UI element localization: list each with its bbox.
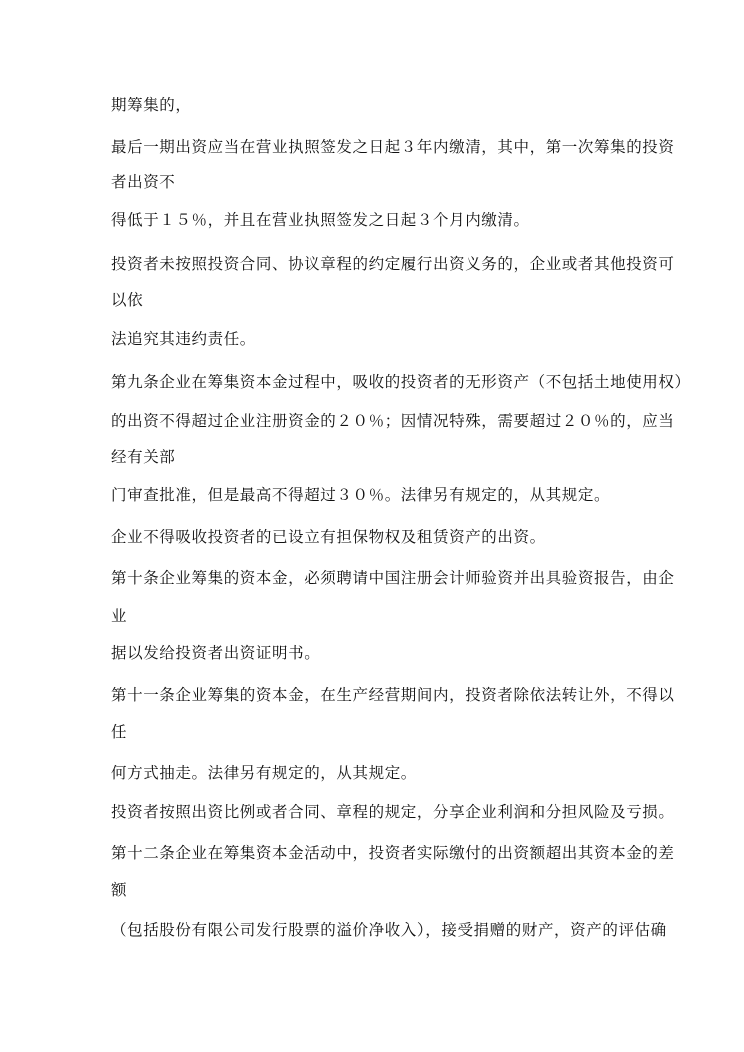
text-line: 企业不得吸收投资者的已设立有担保物权及租赁资产的出资。 [111,528,546,546]
text-line: 第九条企业在筹集资本金过程中，吸收的投资者的无形资产（不包括土地使用权） [111,373,691,391]
text-line: 第十二条企业在筹集资本金活动中，投资者实际缴付的出资额超出其资本金的差 [111,844,675,862]
text-line: 门审查批准，但是最高不得超过３０％。法律另有规定的，从其规定。 [111,486,611,504]
text-line: 的出资不得超过企业注册资金的２０％；因情况特殊，需要超过２０％的，应当 [111,412,675,430]
text-line: （包括股份有限公司发行股票的溢价净收入），接受捐赠的财产，资产的评估确 [111,921,667,939]
text-line: 何方式抽走。法律另有规定的，从其规定。 [111,764,417,782]
text-line: 最后一期出资应当在营业执照签发之日起３年内缴清，其中，第一次筹集的投资 [111,138,675,156]
text-line: 者出资不 [111,173,176,191]
text-line: 业 [111,607,128,625]
text-line: 任 [111,723,128,741]
text-line: 第十一条企业筹集的资本金，在生产经营期间内，投资者除依法转让外，不得以 [111,686,675,704]
text-line: 额 [111,881,128,899]
text-line: 投资者未按照投资合同、协议章程的约定履行出资义务的，企业或者其他投资可 [111,255,675,273]
text-line: 得低于１５％，并且在营业执照签发之日起３个月内缴清。 [111,211,530,229]
text-line: 据以发给投资者出资证明书。 [111,644,321,662]
text-line: 期筹集的， [111,96,192,114]
text-line: 以依 [111,291,144,309]
text-line: 法追究其违约责任。 [111,330,256,348]
text-line: 投资者按照出资比例或者合同、章程的规定，分享企业利润和分担风险及亏损。 [111,803,675,821]
text-line: 第十条企业筹集的资本金，必须聘请中国注册会计师验资并出具验资报告，由企 [111,569,675,587]
text-line: 经有关部 [111,448,176,466]
